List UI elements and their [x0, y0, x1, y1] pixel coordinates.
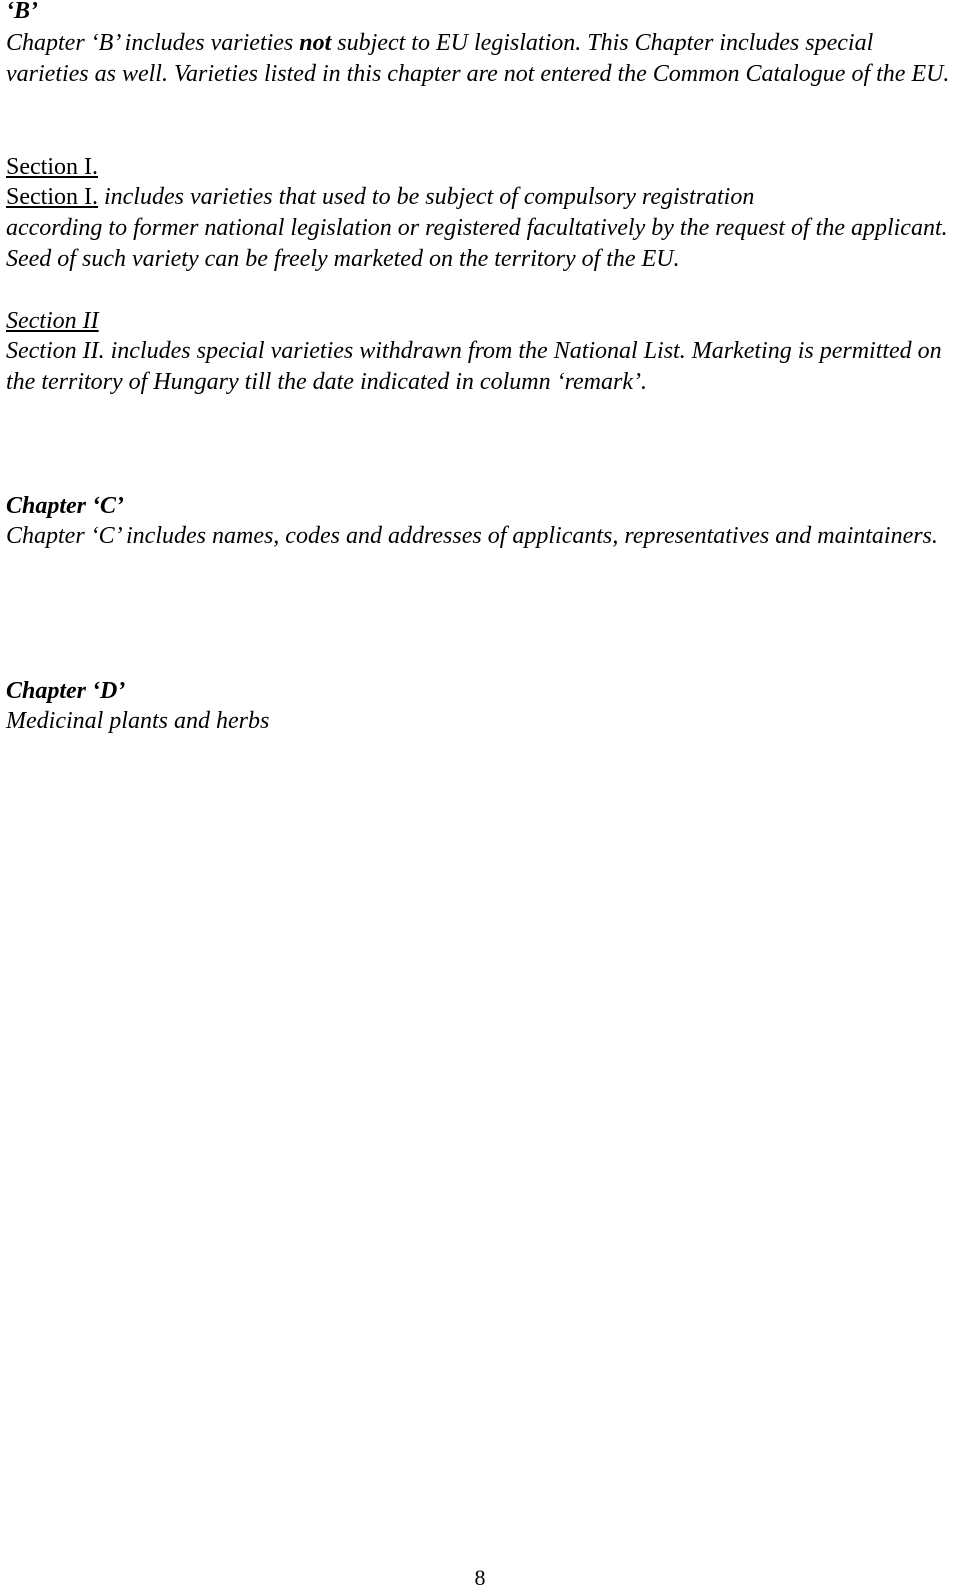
- section-1-heading: Section I.: [6, 154, 98, 180]
- chapter-c-heading: Chapter ‘C’: [6, 493, 125, 519]
- chapter-d-heading: Chapter ‘D’: [6, 678, 126, 704]
- section-2-body: Section II. includes special varieties withdrawn from the National List. Marketing is permitted on the territory of Hungary till the date indicated in column ‘remark’.: [6, 338, 942, 395]
- section-2-heading-block: [6, 306, 951, 337]
- chapter-b-intro-suffix: subject to EU legislation. This Chapter includes special varieties as well. Varieties listed in this chapter are not entered the Common Catalogue of the EU.: [6, 30, 950, 87]
- chapter-b-intro-emphasis: not: [299, 30, 332, 56]
- section-1-body-rest: according to former national legislation or registered facultatively by the request of the applicant. Seed of such variety can be freely marketed on the territory of the EU.: [6, 215, 948, 272]
- chapter-b-intro: [6, 28, 951, 90]
- section-1-body-line1: includes varieties that used to be subject of compulsory registration: [97, 184, 755, 210]
- chapter-b-heading: ‘B’: [6, 0, 38, 24]
- section-2-heading: Section II: [6, 308, 99, 334]
- chapter-d-body: Medicinal plants and herbs: [6, 708, 270, 734]
- section-1-body: [6, 182, 951, 275]
- section-1-heading-block: [6, 152, 951, 183]
- chapter-b-intro-prefix: Chapter ‘B’ includes varieties: [6, 30, 300, 56]
- page-number: 8: [474, 1565, 486, 1590]
- section-1-label: Section I.: [6, 184, 98, 210]
- chapter-c-body: Chapter ‘C’ includes names, codes and addresses of applicants, representatives and maintainers.: [6, 523, 938, 549]
